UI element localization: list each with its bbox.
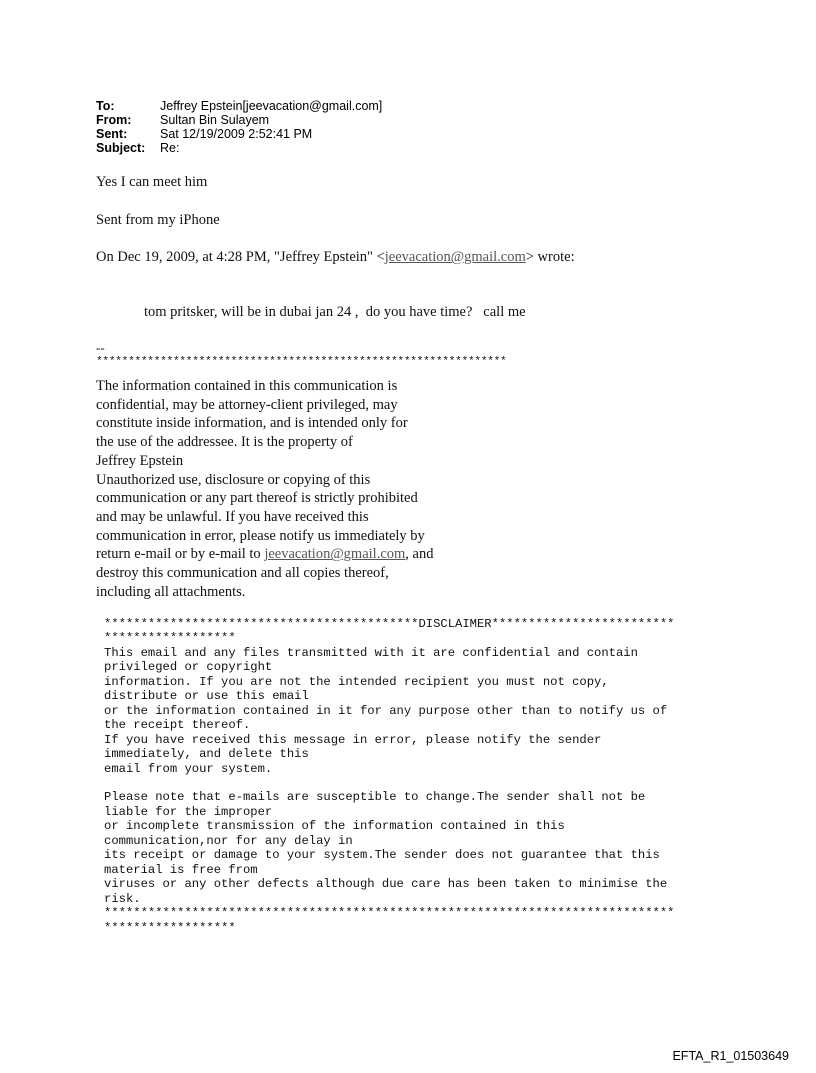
disclaimer-line: ****************** xyxy=(104,631,236,646)
disclaimer-line: immediately, and delete this xyxy=(104,747,309,762)
legal-line: Jeffrey Epstein xyxy=(96,452,184,469)
quote-intro xyxy=(96,249,575,266)
legal-line: and may be unlawful. If you have received this xyxy=(96,508,369,525)
email-header xyxy=(96,99,382,155)
disclaimer-block xyxy=(104,617,674,935)
header-subject-row xyxy=(96,141,382,155)
legal-email-line xyxy=(96,545,496,564)
disclaimer-line: information. If you are not the intended recipient you must not copy, xyxy=(104,674,609,689)
document-id-footer: EFTA_R1_01503649 xyxy=(672,1049,789,1063)
disclaimer-line: ****************** xyxy=(104,920,236,935)
disclaimer-line: or incomplete transmission of the information contained in this xyxy=(104,819,565,834)
disclaimer-line: material is free from xyxy=(104,862,258,877)
from-value: Sultan Bin Sulayem xyxy=(160,113,270,127)
legal-line: including all attachments. xyxy=(96,583,246,600)
disclaimer-line: its receipt or damage to your system.The sender does not guarantee that this xyxy=(104,848,660,863)
disclaimer-line: Please note that e-mails are susceptible to change.The sender shall not be xyxy=(104,790,646,805)
quote-intro-email-link[interactable]: jeevacation@gmail.com xyxy=(384,249,526,265)
signature-line: Sent from my iPhone xyxy=(96,212,220,228)
legal-line: destroy this communication and all copies thereof, xyxy=(96,565,389,582)
legal-notice xyxy=(96,377,496,601)
from-label: From: xyxy=(96,113,132,127)
to-value: Jeffrey Epstein[jeevacation@gmail.com] xyxy=(160,99,383,113)
subject-value: Re: xyxy=(160,141,180,155)
legal-line: Unauthorized use, disclosure or copying of this xyxy=(96,471,371,488)
signature-dashes: -- xyxy=(96,340,105,355)
disclaimer-line: or the information contained in it for any purpose other than to notify us of xyxy=(104,703,668,718)
disclaimer-line: privileged or copyright xyxy=(104,660,273,675)
disclaimer-line: ****************************************************************************** xyxy=(104,906,675,921)
to-label: To: xyxy=(96,99,115,113)
disclaimer-line: email from your system. xyxy=(104,761,273,776)
disclaimer-blank-line xyxy=(104,776,674,790)
disclaimer-line: risk. xyxy=(104,891,141,906)
disclaimer-line: liable for the improper xyxy=(104,804,273,819)
header-sent-row xyxy=(96,127,382,141)
legal-email-suffix: , and xyxy=(405,546,434,563)
legal-line: The information contained in this communication is xyxy=(96,378,398,394)
sent-value: Sat 12/19/2009 2:52:41 PM xyxy=(160,127,313,141)
stars-divider: **************************************************************** xyxy=(96,356,507,368)
reply-line: Yes I can meet him xyxy=(96,174,208,190)
legal-line: the use of the addressee. It is the property of xyxy=(96,434,353,451)
legal-line: communication in error, please notify us immediately by xyxy=(96,527,425,544)
legal-email-prefix: return e-mail or by e-mail to xyxy=(96,546,265,563)
disclaimer-line: the receipt thereof. xyxy=(104,718,251,733)
disclaimer-line: If you have received this message in error, please notify the sender xyxy=(104,732,602,747)
header-to-row xyxy=(96,99,382,113)
legal-line: communication or any part thereof is strictly prohibited xyxy=(96,490,418,507)
quote-intro-prefix: On Dec 19, 2009, at 4:28 PM, "Jeffrey Epstein" < xyxy=(96,249,385,265)
header-from-row xyxy=(96,113,382,127)
legal-line: confidential, may be attorney-client privileged, may xyxy=(96,396,398,413)
quote-intro-suffix: > wrote: xyxy=(525,249,575,265)
quoted-message: tom pritsker, will be in dubai jan 24 , do you have time? call me xyxy=(144,304,526,320)
disclaimer-line: *******************************************DISCLAIMER************************* xyxy=(104,617,675,631)
sent-label: Sent: xyxy=(96,127,128,141)
disclaimer-line: communication,nor for any delay in xyxy=(104,833,353,848)
subject-label: Subject: xyxy=(96,141,146,155)
disclaimer-line: distribute or use this email xyxy=(104,689,309,704)
disclaimer-line: This email and any files transmitted with it are confidential and contain xyxy=(104,645,638,660)
legal-line: constitute inside information, and is intended only for xyxy=(96,415,408,432)
legal-email-link[interactable]: jeevacation@gmail.com xyxy=(264,546,406,563)
disclaimer-line: viruses or any other defects although due care has been taken to minimise the xyxy=(104,877,668,892)
